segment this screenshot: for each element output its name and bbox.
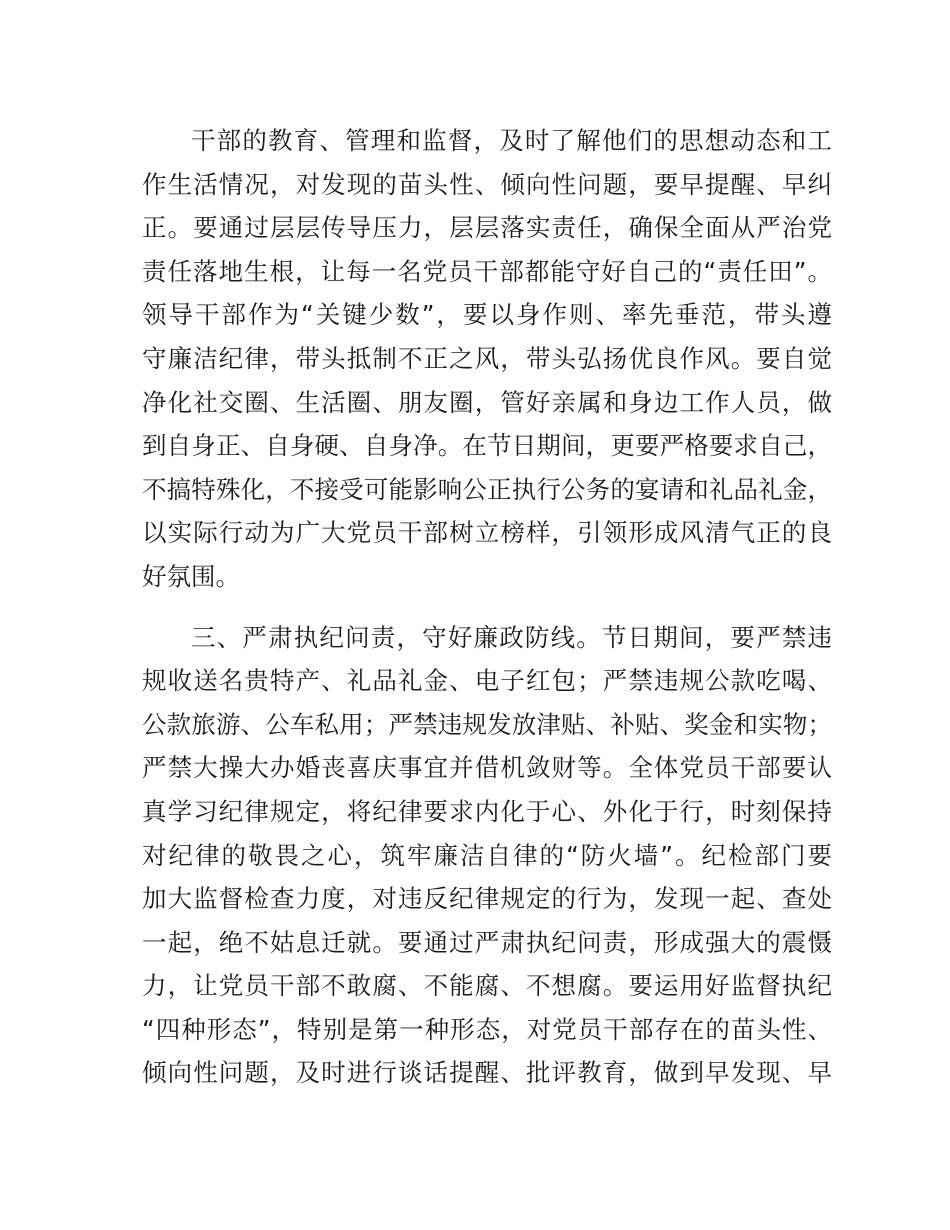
paragraph-line: “四种形态”，特别是第一种形态，对党员干部存在的苗头性、 [142,1014,832,1044]
paragraph-2 [142,616,832,1096]
paragraph-spacer [142,599,832,616]
paragraph-line: 力，让党员干部不敢腐、不能腐、不想腐。要运用好监督执纪 [142,971,832,1001]
paragraph-line: 领导干部作为“关键少数”，要以身作则、率先垂范，带头遵 [142,300,832,330]
paragraph-line: 倾向性问题，及时进行谈话提醒、批评教育，做到早发现、早 [142,1058,832,1088]
paragraph-line: 对纪律的敬畏之心，筑牢廉洁自律的“防火墙”。纪检部门要 [142,840,832,870]
paragraph-1 [142,119,832,599]
paragraph-line: 严禁大操大办婚丧喜庆事宜并借机敛财等。全体党员干部要认 [142,753,832,783]
paragraph-line: 真学习纪律规定，将纪律要求内化于心、外化于行，时刻保持 [142,796,832,826]
paragraph-line: 加大监督检查力度，对违反纪律规定的行为，发现一起、查处 [142,884,832,914]
paragraph-line: 责任落地生根，让每一名党员干部都能守好自己的“责任田”。 [142,256,832,286]
paragraph-line: 作生活情况，对发现的苗头性、倾向性问题，要早提醒、早纠 [142,169,832,199]
paragraph-line: 规收送名贵特产、礼品礼金、电子红包；严禁违规公款吃喝、 [142,666,832,696]
paragraph-line: 一起，绝不姑息迁就。要通过严肃执纪问责，形成强大的震慑 [142,927,832,957]
paragraph-line: 好氛围。 [142,561,240,591]
paragraph-line: 守廉洁纪律，带头抵制不正之风，带头弘扬优良作风。要自觉 [142,343,832,373]
paragraph-line: 净化社交圈、生活圈、朋友圈，管好亲属和身边工作人员，做 [142,387,832,417]
paragraph-line: 公款旅游、公车私用；严禁违规发放津贴、补贴、奖金和实物； [142,709,832,739]
paragraph-line: 正。要通过层层传导压力，层层落实责任，确保全面从严治党 [142,213,832,243]
paragraph-line: 到自身正、自身硬、自身净。在节日期间，更要严格要求自己， [142,431,832,461]
paragraph-line: 不搞特殊化，不接受可能影响公正执行公务的宴请和礼品礼金， [142,474,832,504]
paragraph-line: 干部的教育、管理和监督，及时了解他们的思想动态和工 [191,126,832,155]
document-body [142,119,832,1095]
paragraph-line: 三、严肃执纪问责，守好廉政防线。节日期间，要严禁违 [191,622,832,652]
paragraph-line: 以实际行动为广大党员干部树立榜样，引领形成风清气正的良 [142,518,832,548]
